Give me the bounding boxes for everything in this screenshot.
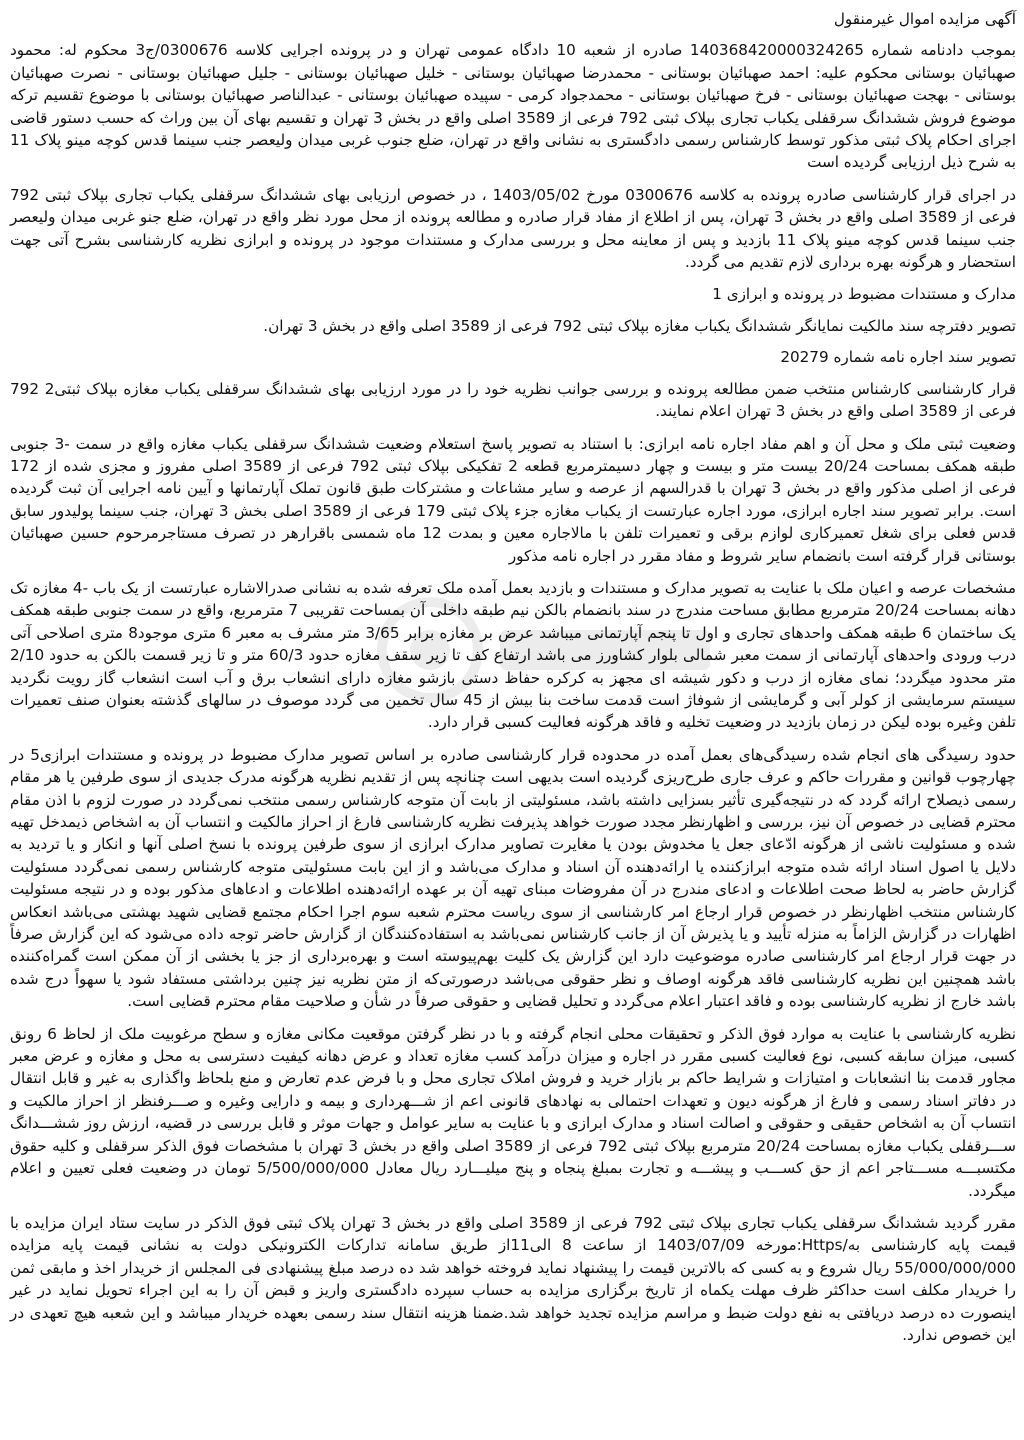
paragraph-documents-heading: مدارک و مستندات مضبوط در پرونده و ابرازی 1	[712, 285, 1016, 304]
paragraph-ownership-deed: تصویر دفترچه سند مالکیت نمایانگر ششدانگ یکباب مغازه بپلاک ثبتی 792 فرعی از 3589 اصلی واقع در بخش 3 تهران.	[263, 316, 1016, 335]
paragraph-scope-and-liability: حدود رسیدگی های انجام شده رسیدگی‌های بعمل آمده در محدوده قرار کارشناسی صادره بر اساس تصویر مدارک مضبوط در پرونده و مستندات ابرازی5 در چهارچوب قوانین و مقررات حاکم و عرف جاری طرح‌ریزی گردیده است بدیهی است چنانچه پس از تقدیم نظریه هرگونه مدرک جدیدی از سوی طرفین یا هر مقام رسمی ذیصلاح ارائه گردد که در نتیجه‌گیری تأثیر بسزایی داشته باشد، مسئولیتی از بابت آن متوجه کارشناس رسمی منتخب نمی‌گردد در صورت لزوم با اذن مقام محترم قضایی در خصوص آن نیز، بررسی و اظهارنظر مجدد صورت خواهد پذیرفت نظریه کارشناسی فارغ از احراز مالکیت و انتساب آن به اشخاص ذیمدخل تهیه شده و مسئولیت ناشی از هرگونه ادّعای جعل یا مخدوش بودن یا مغایرت تصاویر مدارک ابرازی از سوی طرفین پرونده با نسخ اصلی آنها و انکار و یا تردید به دلایل یا اصول اسناد ارائه شده متوجه ابرازکننده یا ارائه‌دهنده آن اسناد و مدارک می‌باشد و از این بابت مسئولیتی متوجه کارشناس رسمی نمی‌گردد مسئولیت گزارش حاضر به لحاظ صحت اطلاعات و ادعای مندرج در آن مفروضات مبنای تهیه آن بر عهده ارائه‌دهنده اطلاعات و ادعاهای مذکور بوده و در نتیجه مسئولیت کارشناس منتخب اظهارنظر در خصوص قرار ارجاع امر کارشناسی از سوی ریاست محترم شعبه سوم اجرا احکام مجتمع قضایی شهید بهشتی می‌باشد انعکاس اظهارات در گزارش الزاماً به منزله تأیید و یا پذیرش آن از جانب کارشناس نمی‌باشد به استفاده‌کنندگان از گزارش حاضر توجه داده می‌شود که این گزارش صرفاً در جهت قرار ارجاع امر کارشناسی صادره موضوعیت دارد این گزارش یک کلیت بهم‌پیوسته است و بهره‌برداری از جز یا بخشی از آن ممکن است گمراه‌کننده باشد همچنین این نظریه کارشناسی فاقد هرگونه اوصاف و نظر حقوقی می‌باشد درصورتی‌که از متن نظریه نیز چنین برداشتی مستفاد شود یا سهواً درج شده باشد خارج از نظریه کارشناسی بوده و فاقد اعتبار اعلام می‌گردد و تحلیل قضایی و حقوقی صرفاً در شأن و صلاحیت مقام محترم قضایی است.	[10, 745, 1016, 1011]
paragraph-registration-status: وضعیت ثبتی ملک و محل آن و اهم مفاد اجاره نامه ابرازی: با استناد به تصویر پاسخ استعلام وضعیت ششدانگ سرقفلی یکباب مغازه واقع در سمت -3 جنوبی طبقه همکف بمساحت 20/24 بیست متر و بیست و چهار دسیمترمربع قطعه 2 تفکیکی بپلاک ثبتی 792 فرعی از 3589 اصلی مفروز و مجزی شده از 172 فرعی از اصلی مذکور واقع در بخش 3 تهران با قدرالسهم از عرصه و سایر مشاعات و مشترکات طبق قانون تملک آپارتمانها و آیین نامه اجرایی آن ثبت گردیده است. برابر تصویر سند اجاره ابرازی، مورد اجاره عبارتست از یکباب مغازه جزء پلاک ثبتی 179 فرعی از 3589 اصلی بخش 3 تهران، جنب سینما پولیدور سابق قدس فعلی برای شغل تعمیرکاری لوازم برقی و تعمیرات تلفن با مالاجاره معین و بمدت 12 ماه شمسی باقرارهر در تصرف مستاجرمرحوم حسین صهبائیان بوستانی قرار گرفته است بانضمام سایر شروط و مفاد مقرر در اجاره نامه مذکور	[10, 434, 1017, 565]
paragraph-judgment-and-parties: بموجب دادنامه شماره 140368420000324265 صادره از شعبه 10 دادگاه عمومی تهران و در پرونده اجرایی کلاسه 0300676/ج3 محکوم له: محمود صهبائیان بوستانی محکوم علیه: احمد صهبائیان بوستانی - محمدرضا صهبائیان بوستانی - خلیل صهبائیان بوستانی - جلیل صهبائیان بوستانی - نصرت صهبائیان بوستانی - بهجت صهبائیان بوستانی - فرخ صهبائیان بوستانی - محمدجواد کرمی - سپیده صهبائیان بوستانی - عبدالناصر صهبائیان بوستانی با موضوع تقسیم ترکه موضوع فروش ششدانگ سرقفلی یکباب تجاری بپلاک ثبتی 792 فرعی از 3589 اصلی واقع در بخش 3 تهران و تقسیم بهای آن بین وراث که حسب دستور قاضی اجرای احکام پلاک ثبتی مذکور توسط کارشناس رسمی دادگستری به نشانی واقع در تهران، ضلع جنوب غربی میدان ولیعصر جنب سینما قدس کوچه مینو پلاک 11 به شرح ذیل ارزیابی گردیده است	[10, 41, 1016, 172]
paragraph-auction-terms: مقرر گردید ششدانگ سرقفلی یکباب تجاری بپلاک ثبتی 792 فرعی از 3589 اصلی واقع در بخش 3 تهران پلاک ثبتی فوق الذکر در سایت ستاد ایران مزایده با قیمت پایه کارشناسی به/Https:مورخه 1403/07/09 از ساعت 8 الی11از طریق سامانه تدارکات الکترونیکی دولت به نشانی قیمت پایه مزایده 55/000/000/000 ریال شروع و به کسی که بالاترین قیمت را پیشنهاد نماید فروخته خواهد شد ده درصد مبلغ پیشنهادی فی المجلس از خریدار اخذ و مابقی ثمن را خریدار مکلف است حداکثر ظرف مهلت یکماه از تاریخ برگزاری مزایده به حساب سپرده دادگستری واریز و قبض آن را به این اجراء تحویل نماید در غیر اینصورت ده درصد دریافتی به نفع دولت ضبط و مراسم مزایده تجدید خواهد شد.ضمنا هزینه انتقال سند رسمی بعهده خریدار میباشد و این شعبه هیچ تعهدی در این خصوص ندارد.	[10, 1213, 1016, 1344]
paragraph-lease-deed: تصویر سند اجاره نامه شماره 20279	[780, 348, 1016, 367]
paragraph-expert-assignment: قرار کارشناسی کارشناس منتخب ضمن مطالعه پرونده و بررسی جوانب نظریه خود را در مورد ارزیابی بهای ششدانگ سرقفلی یکباب مغازه بپلاک ثبتی2 792 فرعی از 3589 اصلی واقع در بخش 3 تهران اعلام نمایند.	[10, 379, 1017, 421]
notice-title: آگهی مزایده اموال غیرمنقول	[833, 10, 1016, 28]
paragraph-property-specs: مشخصات عرصه و اعیان ملک با عنایت به تصویر مدارک و مستندات و بازدید بعمل آمده ملک تعرفه شده به نشانی صدرالاشاره عبارتست از یک باب -4 مغازه تک دهانه بمساحت 20/24 مترمربع مطابق مساحت مندرج در سند بانضمام بالکن نیم طبقه داخلی آن بمساحت تقریبی 7 مترمربع، واقع در سمت جنوبی طبقه همکف یک ساختمان 6 طبقه همکف واحدهای تجاری و اول تا پنجم آپارتمانی میباشد عرض بر مغازه برابر 3/65 متر مشرف به معبر 6 متری موجود8 متری اصلاحی آتی درب ورودی واحدهای آپارتمانی از سمت معبر شمالی بلوار کشاورز می باشد ارتفاع کف تا زیر سقف مغازه حدود 60/3 متر و تا زیر قسمت بالکن به حدود 2/10 متر محدود میگردد؛ نمای مغازه از درب و دکور شیشه ای مجهز به کرکره حفاظ دستی بازشو مغازه دارای انشعاب برق و آب است انشعاب گاز رویت نگردید سیستم سرمایشی از کولر آبی و گرمایشی از شوفاژ است قدمت ساخت بنا بیش از 45 سال تخمین می گردد موصوف در سالهای گذشته بعنوان صنف تعمیرات تلفن وغیره بوده لیکن در زمان بازدید در وضعیت تخلیه و فاقد هرگونه فعالیت کسبی قرار دارد.	[10, 578, 1016, 732]
paragraph-expert-order: در اجرای قرار کارشناسی صادره پرونده به کلاسه 0300676 مورخ 1403/05/02 ، در خصوص ارزیابی بهای ششدانگ سرقفلی یکباب تجاری بپلاک ثبتی 792 فرعی از 3589 اصلی واقع در بخش 3 تهران، پس از اطلاع از مفاد قرار صادره و مطالعه پرونده از محل مورد نظر واقع در تهران، ضلع جنو غربی میدان ولیعصر جنب سینما قدس کوچه مینو پلاک 11 بازدید و پس از معاینه محل و بررسی مدارک و مستندات موجود در پرونده و ابرازی نظریه کارشناسی بشرح آتی جهت استحضار و هرگونه بهره برداری لازم تقدیم می گردد.	[10, 185, 1016, 272]
paragraph-valuation-opinion: نظریه کارشناسی با عنایت به موارد فوق الذکر و تحقیقات محلی انجام گرفته و با در نظر گرفتن موقعیت مکانی مغازه و سطح مرغوبیت ملک از لحاظ 6 رونق کسبی، میزان سابقه کسبی، نوع فعالیت کسبی مقرر در اجاره و میزان درآمد کسب مغازه تعداد و عرض دهانه کیفیت دسترسی به محل و مغازه و عرض معبر مجاور قدمت بنا انشعابات و امتیازات و شرایط حاکم بر بازار خرید و فروش املاک تجاری محل و با فرض عدم تعارض و منع بلحاظ واگذاری به غیر و قابل انتقال در دفاتر اسناد رسمی و فارغ از هرگونه دیون و تعهدات احتمالی به نهادهای قانونی اعم از شـــهرداری و بیمه و دارایی وغیره و صـــرفنظر از احراز مالکیت و انتساب آن به اشخاص حقیقی و حقوقی و اصالت اسناد و مدارک ابرازی و با عنایت به سایر عوامل و جهات موثر و قابل بررسی در قضیه، ارزش روز ششـــدانگ ســـرقفلی یکباب مغازه بمساحت 20/24 مترمربع بپلاک ثبتی 792 فرعی از 3589 اصلی واقع در بخش 3 تهران با مشخصات فوق الذکر سرقفلی و کلیه حقوق مکتسبـــه مســـتاجر اعم از حق کســـب و پیشـــه و تجارت بمبلغ پنجاه و پنج میلیـــارد ریال معادل 5/500/000/000 تومان در وضعیت فعلی تعیین و اعلام میگردد.	[10, 1024, 1017, 1200]
